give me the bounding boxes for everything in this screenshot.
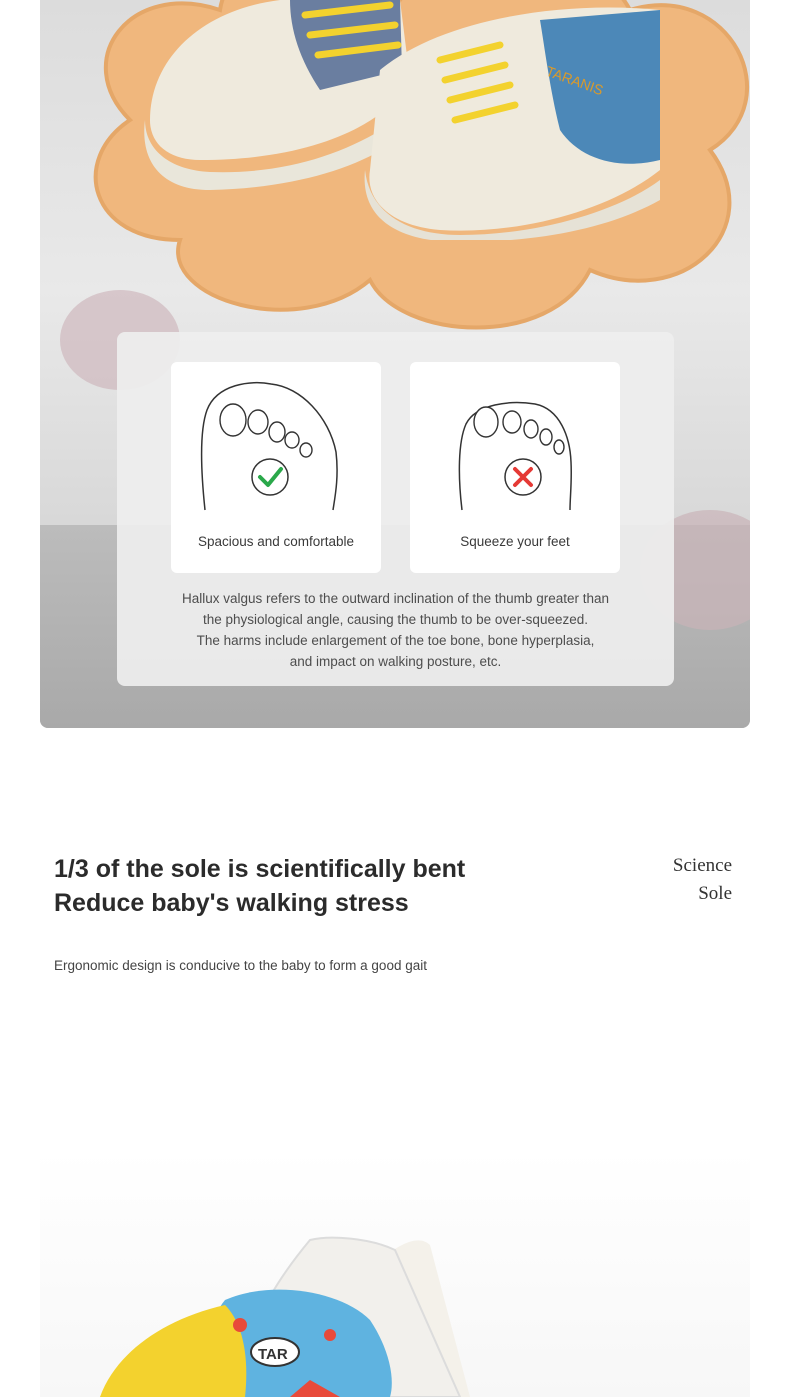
foot-card-good: [171, 362, 381, 573]
description-line: The harms include enlargement of the toe bone, bone hyperplasia,: [196, 633, 595, 648]
shoe-brand-text: TARANIS: [543, 62, 606, 99]
description-line: and impact on walking posture, etc.: [289, 654, 502, 669]
section-subtext: Ergonomic design is conducive to the baby to form a good gait: [54, 958, 427, 973]
sole-product-photo: [40, 1150, 750, 1397]
bad-fit-label: Squeeze your feet: [460, 534, 570, 549]
hero-product-photo: [40, 0, 750, 728]
check-icon: [171, 362, 381, 532]
foot-card-bad: [410, 362, 620, 573]
cross-icon: [410, 362, 620, 532]
section-headline: [54, 852, 465, 920]
shoes-illustration: [140, 0, 660, 240]
description-line: Hallux valgus refers to the outward inclination of the thumb greater than: [182, 591, 609, 606]
headline-line-1: 1/3 of the sole is scientifically bent: [54, 855, 466, 883]
description-line: the physiological angle, causing the thumb to be over-squeezed.: [202, 612, 588, 627]
hallux-description: [117, 588, 674, 672]
tag-line-1: Science: [672, 855, 732, 876]
bottom-brand-text: TAR: [258, 1346, 288, 1363]
good-fit-label: Spacious and comfortable: [197, 534, 355, 549]
shoe-closeup-illustration: [40, 1150, 750, 1397]
headline-line-2: Reduce baby's walking stress: [54, 889, 409, 917]
hallux-info-card: [117, 332, 674, 686]
science-sole-tag: [673, 852, 732, 908]
tag-line-2: Sole: [698, 883, 732, 904]
